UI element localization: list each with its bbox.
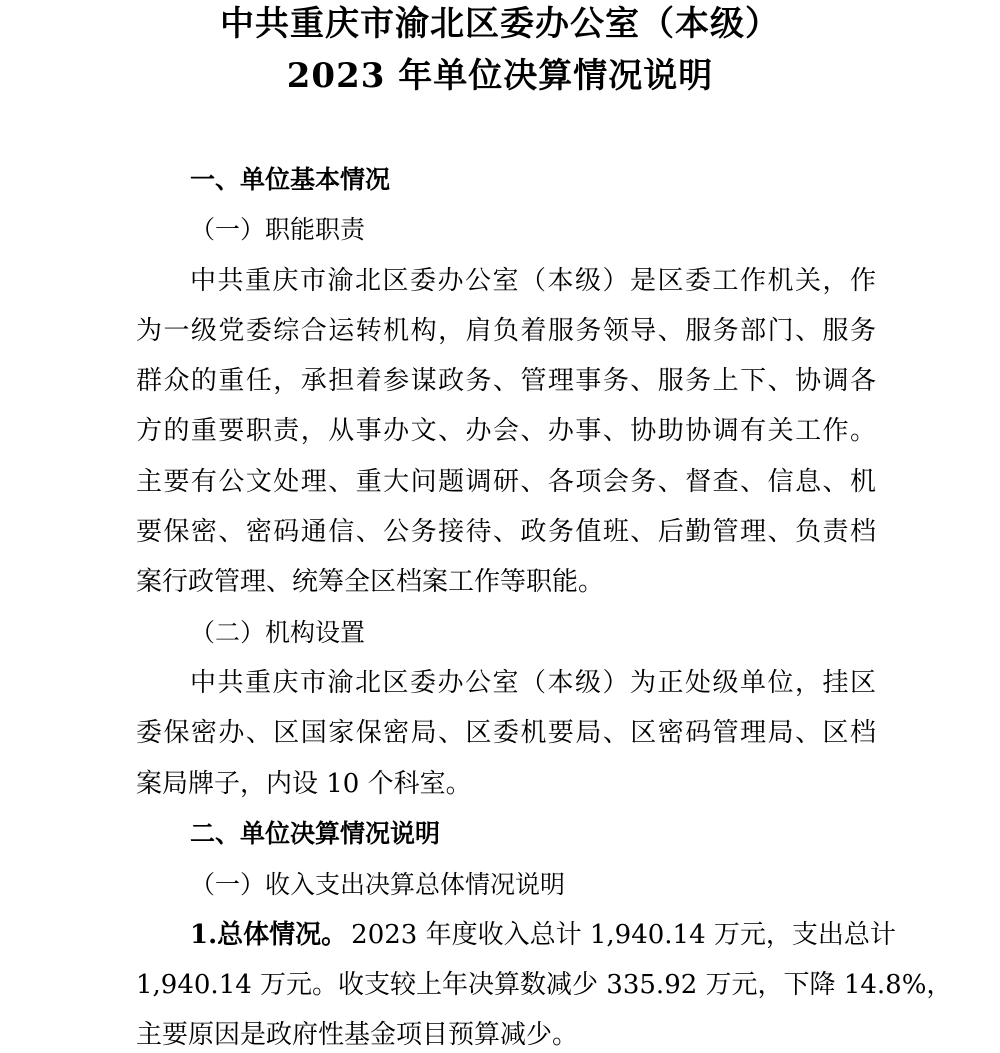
paragraph-line: 为一级党委综合运转机构，肩负着服务领导、服务部门、服务: [136, 316, 876, 346]
paragraph-line: 中共重庆市渝北区委办公室（本级）为正处级单位，挂区: [190, 668, 876, 698]
paragraph-line: 案行政管理、统筹全区档案工作等职能。: [136, 567, 605, 597]
overall-situation-lead: 1.总体情况。: [190, 920, 348, 950]
paragraph-line: 1,940.14 万元。收支较上年决算数减少 335.92 万元，下降 14.8%，: [136, 970, 953, 1000]
document-title-line-2: 2023 年单位决算情况说明: [286, 56, 714, 96]
paragraph-line: 主要原因是政府性基金项目预算减少。: [136, 1020, 579, 1050]
paragraph-line: 群众的重任，承担着参谋政务、管理事务、服务上下、协调各: [136, 366, 876, 396]
section-heading-basic-info: 一、单位基本情况: [190, 165, 391, 194]
subsection-heading-organization: （二）机构设置: [190, 618, 366, 647]
paragraph-line: 中共重庆市渝北区委办公室（本级）是区委工作机关，作: [190, 266, 876, 296]
document-title-line-1: 中共重庆市渝北区委办公室（本级）: [220, 4, 780, 44]
paragraph-line: 主要有公文处理、重大问题调研、各项会务、督查、信息、机: [136, 467, 876, 497]
subsection-heading-income-expenditure: （一）收入支出决算总体情况说明: [190, 870, 566, 899]
subsection-heading-functions: （一）职能职责: [190, 215, 366, 244]
paragraph-line: 案局牌子，内设 10 个科室。: [136, 769, 472, 799]
overall-situation-text: 2023 年度收入总计 1,940.14 万元，支出总计: [351, 920, 896, 950]
paragraph-line: 要保密、密码通信、公务接待、政务值班、后勤管理、负责档: [136, 517, 876, 547]
paragraph-line: 方的重要职责，从事办文、办会、办事、协助协调有关工作。: [136, 416, 876, 446]
paragraph-line: 委保密办、区国家保密局、区委机要局、区密码管理局、区档: [136, 718, 876, 748]
section-heading-final-accounts: 二、单位决算情况说明: [190, 819, 441, 848]
paragraph-line: [190, 917, 896, 953]
